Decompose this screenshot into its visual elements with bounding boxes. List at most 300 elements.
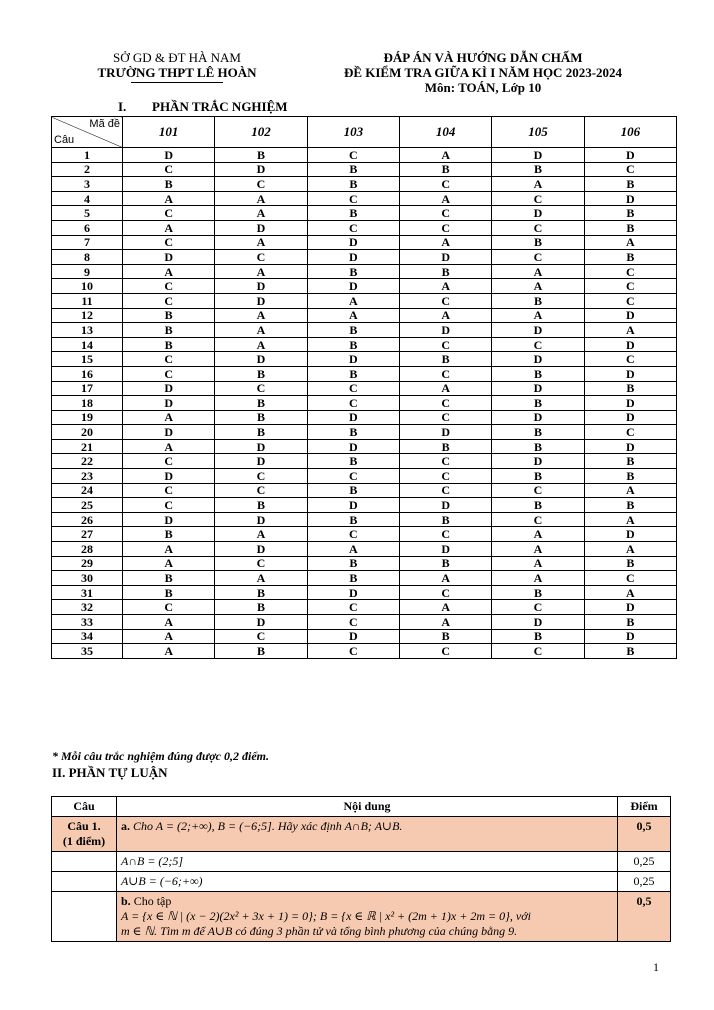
answer-row (52, 337, 677, 352)
question-number: 18 (52, 396, 123, 411)
q1a-step1-points: 0,25 (618, 852, 671, 872)
answer-cell: A (492, 308, 584, 323)
answer-row (52, 600, 677, 615)
department-name: SỞ GD & ĐT HÀ NAM (113, 50, 241, 65)
answer-row (52, 439, 677, 454)
answer-cell: D (307, 629, 399, 644)
answer-cell: B (215, 585, 307, 600)
answer-cell: D (123, 469, 215, 484)
answer-row (52, 177, 677, 192)
answer-cell: C (215, 629, 307, 644)
q1-label-cell (52, 817, 117, 852)
page-number: 1 (653, 960, 659, 974)
answer-cell: C (492, 250, 584, 265)
answer-cell: D (123, 396, 215, 411)
answer-cell: D (215, 542, 307, 557)
answer-cell: B (399, 556, 491, 571)
answer-cell: B (307, 425, 399, 440)
answer-cell: B (492, 235, 584, 250)
answer-cell: D (307, 250, 399, 265)
answer-cell: B (215, 396, 307, 411)
corner-code-label: Mã đề (89, 118, 120, 130)
answer-cell: C (584, 293, 676, 308)
answer-cell: D (492, 352, 584, 367)
q1-label: Câu 1. (67, 819, 101, 833)
answer-cell: C (399, 177, 491, 192)
answer-cell: D (492, 206, 584, 221)
q1a-step1-row (52, 852, 671, 872)
answer-row (52, 527, 677, 542)
answer-row (52, 279, 677, 294)
answer-cell: D (584, 410, 676, 425)
answer-row (52, 191, 677, 206)
answer-cell: B (307, 337, 399, 352)
answer-cell: A (399, 191, 491, 206)
answer-cell: A (492, 279, 584, 294)
question-number: 20 (52, 425, 123, 440)
answer-cell: B (492, 469, 584, 484)
answer-row (52, 585, 677, 600)
question-number: 9 (52, 264, 123, 279)
answer-cell: C (492, 483, 584, 498)
answer-cell: B (399, 629, 491, 644)
answer-cell: A (307, 542, 399, 557)
answer-cell: C (584, 425, 676, 440)
answer-cell: B (399, 162, 491, 177)
answer-cell: B (307, 264, 399, 279)
answer-cell: D (584, 308, 676, 323)
school-name: TRƯỜNG THPT LÊ HOÀN (97, 65, 257, 80)
question-number: 24 (52, 483, 123, 498)
answer-cell: A (492, 177, 584, 192)
question-number: 8 (52, 250, 123, 265)
answer-cell: C (399, 293, 491, 308)
answer-cell: C (307, 600, 399, 615)
answer-row (52, 556, 677, 571)
answer-cell: A (399, 308, 491, 323)
question-number: 27 (52, 527, 123, 542)
answer-cell: D (215, 439, 307, 454)
answer-cell: A (399, 148, 491, 163)
answer-cell: B (584, 644, 676, 659)
answer-cell: B (584, 250, 676, 265)
answer-cell: B (584, 498, 676, 513)
answer-cell: A (492, 571, 584, 586)
answer-cell: B (307, 366, 399, 381)
answer-cell: B (399, 352, 491, 367)
answer-cell: B (584, 469, 676, 484)
answer-cell: D (399, 498, 491, 513)
answer-cell: B (584, 381, 676, 396)
corner-cell (52, 117, 123, 148)
answer-cell: D (307, 279, 399, 294)
q1a-text-cell (117, 817, 618, 852)
q1a-step1: A∩B = (2;5] (117, 852, 618, 872)
empty-cell (52, 892, 117, 942)
question-number: 19 (52, 410, 123, 425)
part1-heading (118, 99, 288, 115)
question-number: 5 (52, 206, 123, 221)
answer-cell: C (307, 396, 399, 411)
answer-cell: D (307, 235, 399, 250)
q1a-text: Cho A = (2;+∞), B = (−6;5]. Hãy xác định A∩B; A∪B. (133, 819, 403, 833)
answer-cell: C (399, 337, 491, 352)
answer-row (52, 425, 677, 440)
answer-cell: C (123, 235, 215, 250)
answer-cell: B (123, 571, 215, 586)
answer-cell: D (123, 381, 215, 396)
answer-cell: A (123, 644, 215, 659)
answer-cell: D (307, 498, 399, 513)
answer-cell: D (215, 220, 307, 235)
answer-cell: B (123, 585, 215, 600)
answer-cell: A (123, 191, 215, 206)
answer-cell: C (399, 585, 491, 600)
question-number: 13 (52, 323, 123, 338)
answer-cell: C (123, 483, 215, 498)
answer-cell: C (307, 381, 399, 396)
answer-cell: D (584, 191, 676, 206)
answer-cell: C (215, 177, 307, 192)
answer-cell: D (307, 439, 399, 454)
answer-cell: D (215, 162, 307, 177)
exam-title: ĐỀ KIỂM TRA GIỮA KÌ I NĂM HỌC 2023-2024 (343, 65, 623, 80)
question-number: 25 (52, 498, 123, 513)
answer-cell: B (123, 527, 215, 542)
answer-cell: C (584, 162, 676, 177)
answer-row (52, 308, 677, 323)
answer-cell: C (399, 220, 491, 235)
answer-cell: D (215, 279, 307, 294)
answer-cell: A (584, 512, 676, 527)
answer-cell: D (492, 410, 584, 425)
answer-cell: A (215, 527, 307, 542)
answer-cell: C (215, 250, 307, 265)
answer-cell: B (307, 323, 399, 338)
answer-cell: C (307, 527, 399, 542)
answer-cell: A (215, 206, 307, 221)
answer-cell: B (584, 615, 676, 630)
answer-cell: B (307, 206, 399, 221)
answer-cell: A (307, 293, 399, 308)
answer-cell: B (492, 366, 584, 381)
answer-cell: B (584, 220, 676, 235)
question-number: 28 (52, 542, 123, 557)
answer-cell: D (584, 629, 676, 644)
exam-header (308, 50, 658, 95)
answer-cell: D (492, 323, 584, 338)
answer-cell: D (307, 352, 399, 367)
answer-cell: C (307, 615, 399, 630)
answer-cell: B (584, 177, 676, 192)
answer-cell: B (307, 454, 399, 469)
question-number: 22 (52, 454, 123, 469)
answer-cell: B (307, 483, 399, 498)
answer-cell: A (399, 600, 491, 615)
part2-heading: II. PHẦN TỰ LUẬN (52, 765, 168, 780)
answer-cell: B (307, 571, 399, 586)
question-number: 6 (52, 220, 123, 235)
answer-cell: A (123, 439, 215, 454)
answer-cell: B (584, 556, 676, 571)
answer-cell: B (215, 410, 307, 425)
answer-cell: C (399, 206, 491, 221)
answer-cell: C (584, 571, 676, 586)
answer-cell: C (399, 396, 491, 411)
answer-cell: A (399, 279, 491, 294)
answer-row (52, 235, 677, 250)
answer-cell: C (123, 454, 215, 469)
answer-cell: A (215, 191, 307, 206)
answer-row (52, 162, 677, 177)
answer-cell: C (123, 162, 215, 177)
answer-cell: B (307, 512, 399, 527)
question-number: 21 (52, 439, 123, 454)
answer-cell: C (307, 469, 399, 484)
answer-cell: A (215, 235, 307, 250)
answer-cell: C (123, 498, 215, 513)
answer-cell: D (215, 352, 307, 367)
answer-row (52, 542, 677, 557)
code-header: 102 (215, 117, 307, 148)
q1b-row (52, 892, 671, 942)
code-header: 103 (307, 117, 399, 148)
answer-cell: A (123, 410, 215, 425)
answer-row (52, 615, 677, 630)
q1-total-points: (1 điểm) (62, 834, 106, 848)
answer-row (52, 293, 677, 308)
answer-cell: C (399, 410, 491, 425)
code-header: 106 (584, 117, 676, 148)
empty-cell (52, 872, 117, 892)
answer-cell: A (584, 585, 676, 600)
school-header (72, 50, 282, 83)
question-number: 34 (52, 629, 123, 644)
answer-row (52, 323, 677, 338)
question-number: 35 (52, 644, 123, 659)
answer-cell: B (215, 498, 307, 513)
answer-cell: B (307, 556, 399, 571)
q1a-step2-points: 0,25 (618, 872, 671, 892)
answer-cell: A (123, 615, 215, 630)
answer-row (52, 498, 677, 513)
points-col-header: Điểm (618, 797, 671, 817)
question-number: 29 (52, 556, 123, 571)
answer-cell: A (123, 220, 215, 235)
answer-cell: C (123, 352, 215, 367)
answer-cell: B (307, 162, 399, 177)
answer-cell: D (584, 396, 676, 411)
answer-row (52, 454, 677, 469)
answer-cell: D (492, 148, 584, 163)
answer-cell: D (584, 366, 676, 381)
question-number: 3 (52, 177, 123, 192)
answer-cell: A (123, 542, 215, 557)
answer-key-header-row (52, 117, 677, 148)
question-number: 12 (52, 308, 123, 323)
answer-cell: B (215, 148, 307, 163)
answer-cell: C (215, 469, 307, 484)
answer-cell: B (215, 600, 307, 615)
answer-cell: B (399, 439, 491, 454)
answer-cell: D (307, 410, 399, 425)
answer-cell: B (492, 293, 584, 308)
q1a-label: a. (121, 819, 130, 833)
question-number: 2 (52, 162, 123, 177)
answer-row (52, 381, 677, 396)
question-number: 7 (52, 235, 123, 250)
answer-cell: D (399, 425, 491, 440)
answer-cell: C (584, 279, 676, 294)
answer-cell: B (492, 425, 584, 440)
answer-cell: C (399, 469, 491, 484)
answer-cell: C (123, 293, 215, 308)
answer-cell: B (584, 454, 676, 469)
answer-cell: D (123, 148, 215, 163)
answer-cell: B (492, 629, 584, 644)
answer-cell: B (307, 177, 399, 192)
question-number: 26 (52, 512, 123, 527)
answer-cell: B (215, 366, 307, 381)
answer-row (52, 250, 677, 265)
answer-cell: C (215, 381, 307, 396)
q1b-line1: Cho tập (133, 894, 172, 908)
answer-cell: C (123, 206, 215, 221)
question-number: 31 (52, 585, 123, 600)
subject-line: Môn: TOÁN, Lớp 10 (424, 80, 542, 95)
answer-row (52, 469, 677, 484)
essay-table (51, 796, 671, 942)
answer-cell: C (492, 191, 584, 206)
q1a-step2-row (52, 872, 671, 892)
question-number: 10 (52, 279, 123, 294)
essay-header-row (52, 797, 671, 817)
question-number: 15 (52, 352, 123, 367)
answer-cell: D (492, 454, 584, 469)
answer-cell: D (215, 615, 307, 630)
answer-cell: D (123, 425, 215, 440)
answer-cell: C (215, 556, 307, 571)
answer-cell: A (399, 381, 491, 396)
answer-row (52, 220, 677, 235)
answer-row (52, 629, 677, 644)
answer-cell: D (584, 439, 676, 454)
answer-cell: C (399, 454, 491, 469)
answer-cell: C (399, 527, 491, 542)
answer-cell: A (492, 556, 584, 571)
q1b-label: b. (121, 894, 131, 908)
q1a-points: 0,5 (618, 817, 671, 852)
answer-cell: B (492, 498, 584, 513)
answer-cell: D (215, 293, 307, 308)
answer-cell: C (584, 352, 676, 367)
answer-cell: C (492, 644, 584, 659)
question-number: 14 (52, 337, 123, 352)
answer-cell: B (492, 585, 584, 600)
answer-cell: D (123, 512, 215, 527)
answer-cell: B (399, 512, 491, 527)
code-header: 104 (399, 117, 491, 148)
content-col-header: Nội dung (117, 797, 618, 817)
answer-cell: D (584, 148, 676, 163)
answer-row (52, 410, 677, 425)
answer-cell: A (399, 571, 491, 586)
answer-cell: C (492, 220, 584, 235)
answer-cell: D (399, 250, 491, 265)
answer-cell: D (123, 250, 215, 265)
question-number: 16 (52, 366, 123, 381)
code-header: 105 (492, 117, 584, 148)
answer-row (52, 483, 677, 498)
answer-cell: D (399, 323, 491, 338)
answer-cell: B (492, 439, 584, 454)
question-number: 30 (52, 571, 123, 586)
answer-row (52, 352, 677, 367)
answer-row (52, 148, 677, 163)
answer-cell: D (215, 454, 307, 469)
answer-cell: B (123, 323, 215, 338)
answer-cell: A (399, 615, 491, 630)
answer-cell: D (307, 585, 399, 600)
answer-cell: A (492, 264, 584, 279)
answer-cell: A (584, 483, 676, 498)
answer-cell: C (492, 512, 584, 527)
answer-cell: B (492, 162, 584, 177)
answer-cell: A (584, 542, 676, 557)
answer-cell: C (307, 220, 399, 235)
question-number: 1 (52, 148, 123, 163)
question-number: 11 (52, 293, 123, 308)
answer-cell: A (584, 323, 676, 338)
q1b-text-cell (117, 892, 618, 942)
answer-row (52, 366, 677, 381)
answer-cell: A (307, 308, 399, 323)
answer-cell: A (584, 235, 676, 250)
answer-cell: A (215, 264, 307, 279)
answer-cell: C (123, 279, 215, 294)
question-col-header: Câu (52, 797, 117, 817)
answer-cell: C (307, 191, 399, 206)
q1a-row (52, 817, 671, 852)
answer-row (52, 396, 677, 411)
answer-cell: D (399, 542, 491, 557)
scoring-note: * Mỗi câu trắc nghiệm đúng được 0,2 điểm. (52, 749, 269, 763)
answer-row (52, 512, 677, 527)
answer-cell: A (215, 337, 307, 352)
answer-cell: A (123, 629, 215, 644)
answer-cell: C (123, 600, 215, 615)
answer-cell: A (123, 556, 215, 571)
q1a-step2: A∪B = (−6;+∞) (117, 872, 618, 892)
code-header: 101 (123, 117, 215, 148)
answer-cell: B (123, 308, 215, 323)
answer-row (52, 206, 677, 221)
answer-cell: C (215, 483, 307, 498)
answer-cell: C (584, 264, 676, 279)
header-divider (131, 82, 223, 83)
answer-row (52, 571, 677, 586)
answer-cell: D (492, 615, 584, 630)
answer-cell: A (492, 542, 584, 557)
doc-title: ĐÁP ÁN VÀ HƯỚNG DẪN CHẤM (383, 50, 583, 65)
answer-cell: B (123, 337, 215, 352)
answer-cell: D (584, 337, 676, 352)
answer-cell: C (123, 366, 215, 381)
answer-row (52, 644, 677, 659)
answer-cell: C (492, 337, 584, 352)
question-number: 23 (52, 469, 123, 484)
answer-cell: A (399, 235, 491, 250)
